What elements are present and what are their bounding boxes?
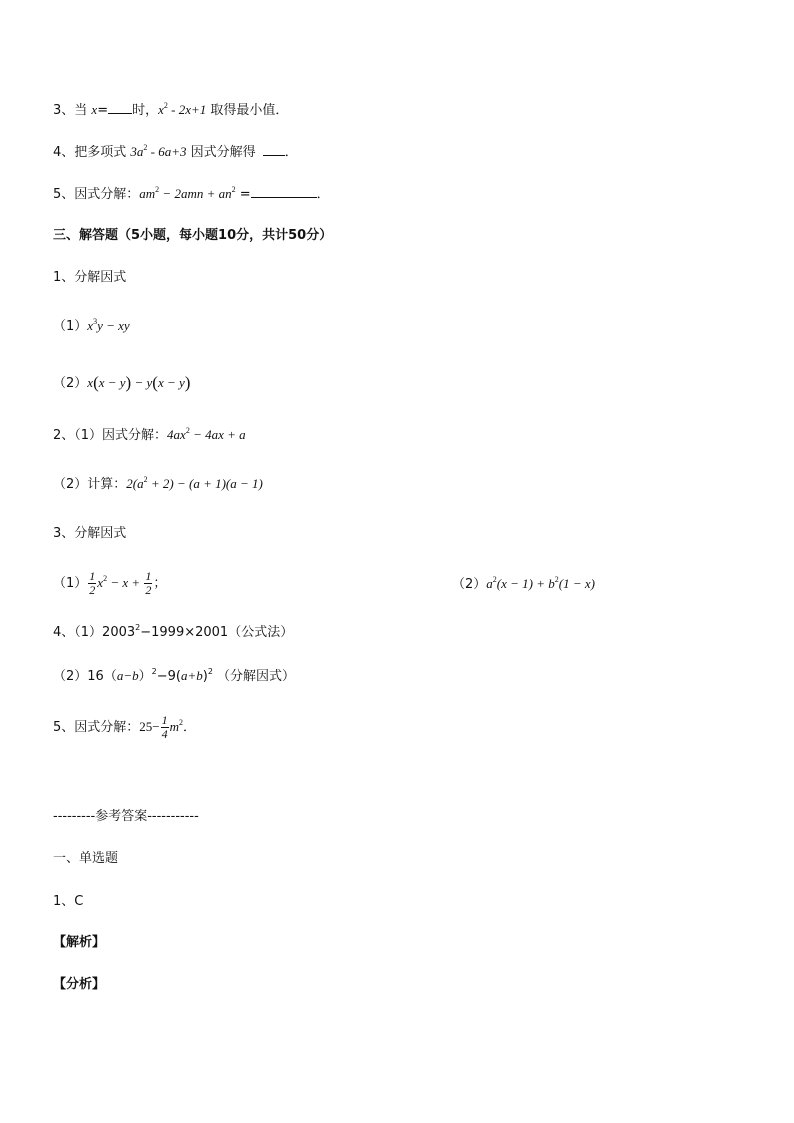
answer-blank [251, 185, 317, 198]
fraction-numerator: 1 [89, 569, 96, 583]
question-text: 取得最小值． [206, 103, 289, 118]
part-label: （1） [53, 576, 88, 591]
question-text: ． [284, 145, 298, 160]
math-expr: (1 − x) [558, 576, 595, 591]
fraction [161, 714, 169, 741]
math-expr: - 2x+1 [167, 102, 207, 117]
math-expr: − 2amn + an [159, 186, 232, 201]
exponent: 2 [492, 575, 497, 584]
math-expr: 3a [130, 144, 144, 159]
exponent: 2 [103, 574, 108, 583]
question-text: （2）16（ [53, 669, 117, 684]
question-text: 4、把多项式 [53, 145, 131, 160]
equals-sign: = [97, 103, 109, 118]
q2-part2 [53, 475, 263, 494]
fraction-numerator: 1 [145, 569, 152, 583]
answer-blank [108, 101, 132, 114]
math-expr: (x − 1) + b [496, 576, 555, 591]
exponent: 2 [155, 185, 160, 194]
question-text: 5、因式分解： [53, 720, 140, 735]
q3-part1 [53, 568, 166, 599]
fill-question-5 [53, 185, 330, 204]
math-var: x [91, 102, 98, 117]
punctuation: ； [153, 576, 167, 591]
q3-part2 [452, 575, 595, 594]
question-text: −9( [156, 669, 181, 684]
q1-title: 1、分解因式 [53, 270, 127, 285]
math-expr: 25− [139, 719, 160, 734]
part-label: （2）计算： [53, 477, 127, 492]
exponent: 2 [207, 667, 213, 676]
math-expr: + 2) − (a + 1)(a − 1) [147, 476, 263, 491]
math-expr: x [87, 318, 94, 333]
math-expr: x − y [98, 375, 126, 390]
math-expr: a−b [116, 668, 139, 683]
question-text: 时， [132, 103, 159, 118]
q4-part1 [53, 624, 293, 642]
math-expr: a+b [180, 668, 203, 683]
exponent: 2 [151, 667, 157, 676]
right-paren: ) [125, 373, 132, 392]
math-expr: − x + [107, 575, 144, 590]
math-expr: 2(a [126, 476, 144, 491]
question-text: 5、因式分解： [53, 187, 140, 202]
fraction-denominator: 2 [89, 583, 96, 597]
math-expr: x [158, 102, 164, 117]
fill-question-3 [53, 101, 288, 120]
exponent: 3 [93, 317, 98, 326]
part-label: 2、（1）因式分解： [53, 428, 168, 443]
exponent: 2 [231, 185, 236, 194]
question-number: 3、当 [53, 103, 92, 118]
exponent: 2 [179, 718, 184, 727]
part-label: （1） [53, 319, 88, 334]
section-title: 三、解答题（5小题，每小题10分，共计50分） [53, 228, 333, 243]
fraction [144, 570, 152, 597]
analysis-heading: 【解析】 [53, 935, 106, 950]
math-expr: y − xy [97, 318, 130, 333]
part-label: （2） [53, 376, 88, 391]
answer-blank [263, 143, 285, 156]
question-text: ） [138, 669, 152, 684]
part-label: （2） [452, 577, 487, 592]
punctuation: ． [183, 720, 197, 735]
exponent: 2 [143, 475, 148, 484]
question-text: ) [202, 669, 208, 684]
exponent: 2 [163, 101, 168, 110]
exponent: 2 [135, 623, 141, 632]
left-paren: ( [152, 373, 158, 392]
math-expr: x [97, 575, 104, 590]
right-paren: ) [184, 373, 191, 392]
math-expr: m [169, 719, 180, 734]
left-paren: ( [93, 373, 99, 392]
question-text: （分解因式） [212, 669, 296, 684]
math-expr: am [139, 186, 156, 201]
answer-item: 1、C [53, 894, 84, 909]
question-text: ． [316, 187, 330, 202]
fraction-numerator: 1 [161, 713, 168, 727]
answer-divider: ---------参考答案----------- [53, 809, 199, 824]
question-text: 因式分解得 [186, 145, 260, 160]
math-expr: a [486, 576, 493, 591]
fill-question-4 [53, 143, 298, 162]
exponent: 2 [554, 575, 559, 584]
fraction-denominator: 4 [161, 727, 168, 741]
q1-part2 [53, 374, 190, 393]
math-expr: − 4ax + a [189, 427, 246, 442]
equals-sign: = [235, 187, 251, 202]
q2-part1 [53, 426, 246, 445]
q3-title: 3、分解因式 [53, 526, 127, 541]
answer-section-title: 一、单选题 [53, 851, 119, 866]
exponent: 2 [185, 426, 190, 435]
math-expr: x [87, 375, 94, 390]
q4-part2 [53, 667, 295, 686]
fraction [88, 570, 96, 597]
question-text: −1999×2001（公式法） [140, 625, 294, 640]
math-expr: x − y [157, 375, 185, 390]
fraction-denominator: 2 [145, 583, 152, 597]
math-expr: - 6a+3 [147, 144, 187, 159]
math-expr: − y [131, 375, 153, 390]
math-expr: 4ax [167, 427, 186, 442]
fenxi-heading: 【分析】 [53, 977, 106, 992]
question-text: 4、（1）2003 [53, 625, 136, 640]
q5 [53, 712, 196, 743]
q1-part1 [53, 317, 130, 336]
exponent: 2 [143, 143, 148, 152]
